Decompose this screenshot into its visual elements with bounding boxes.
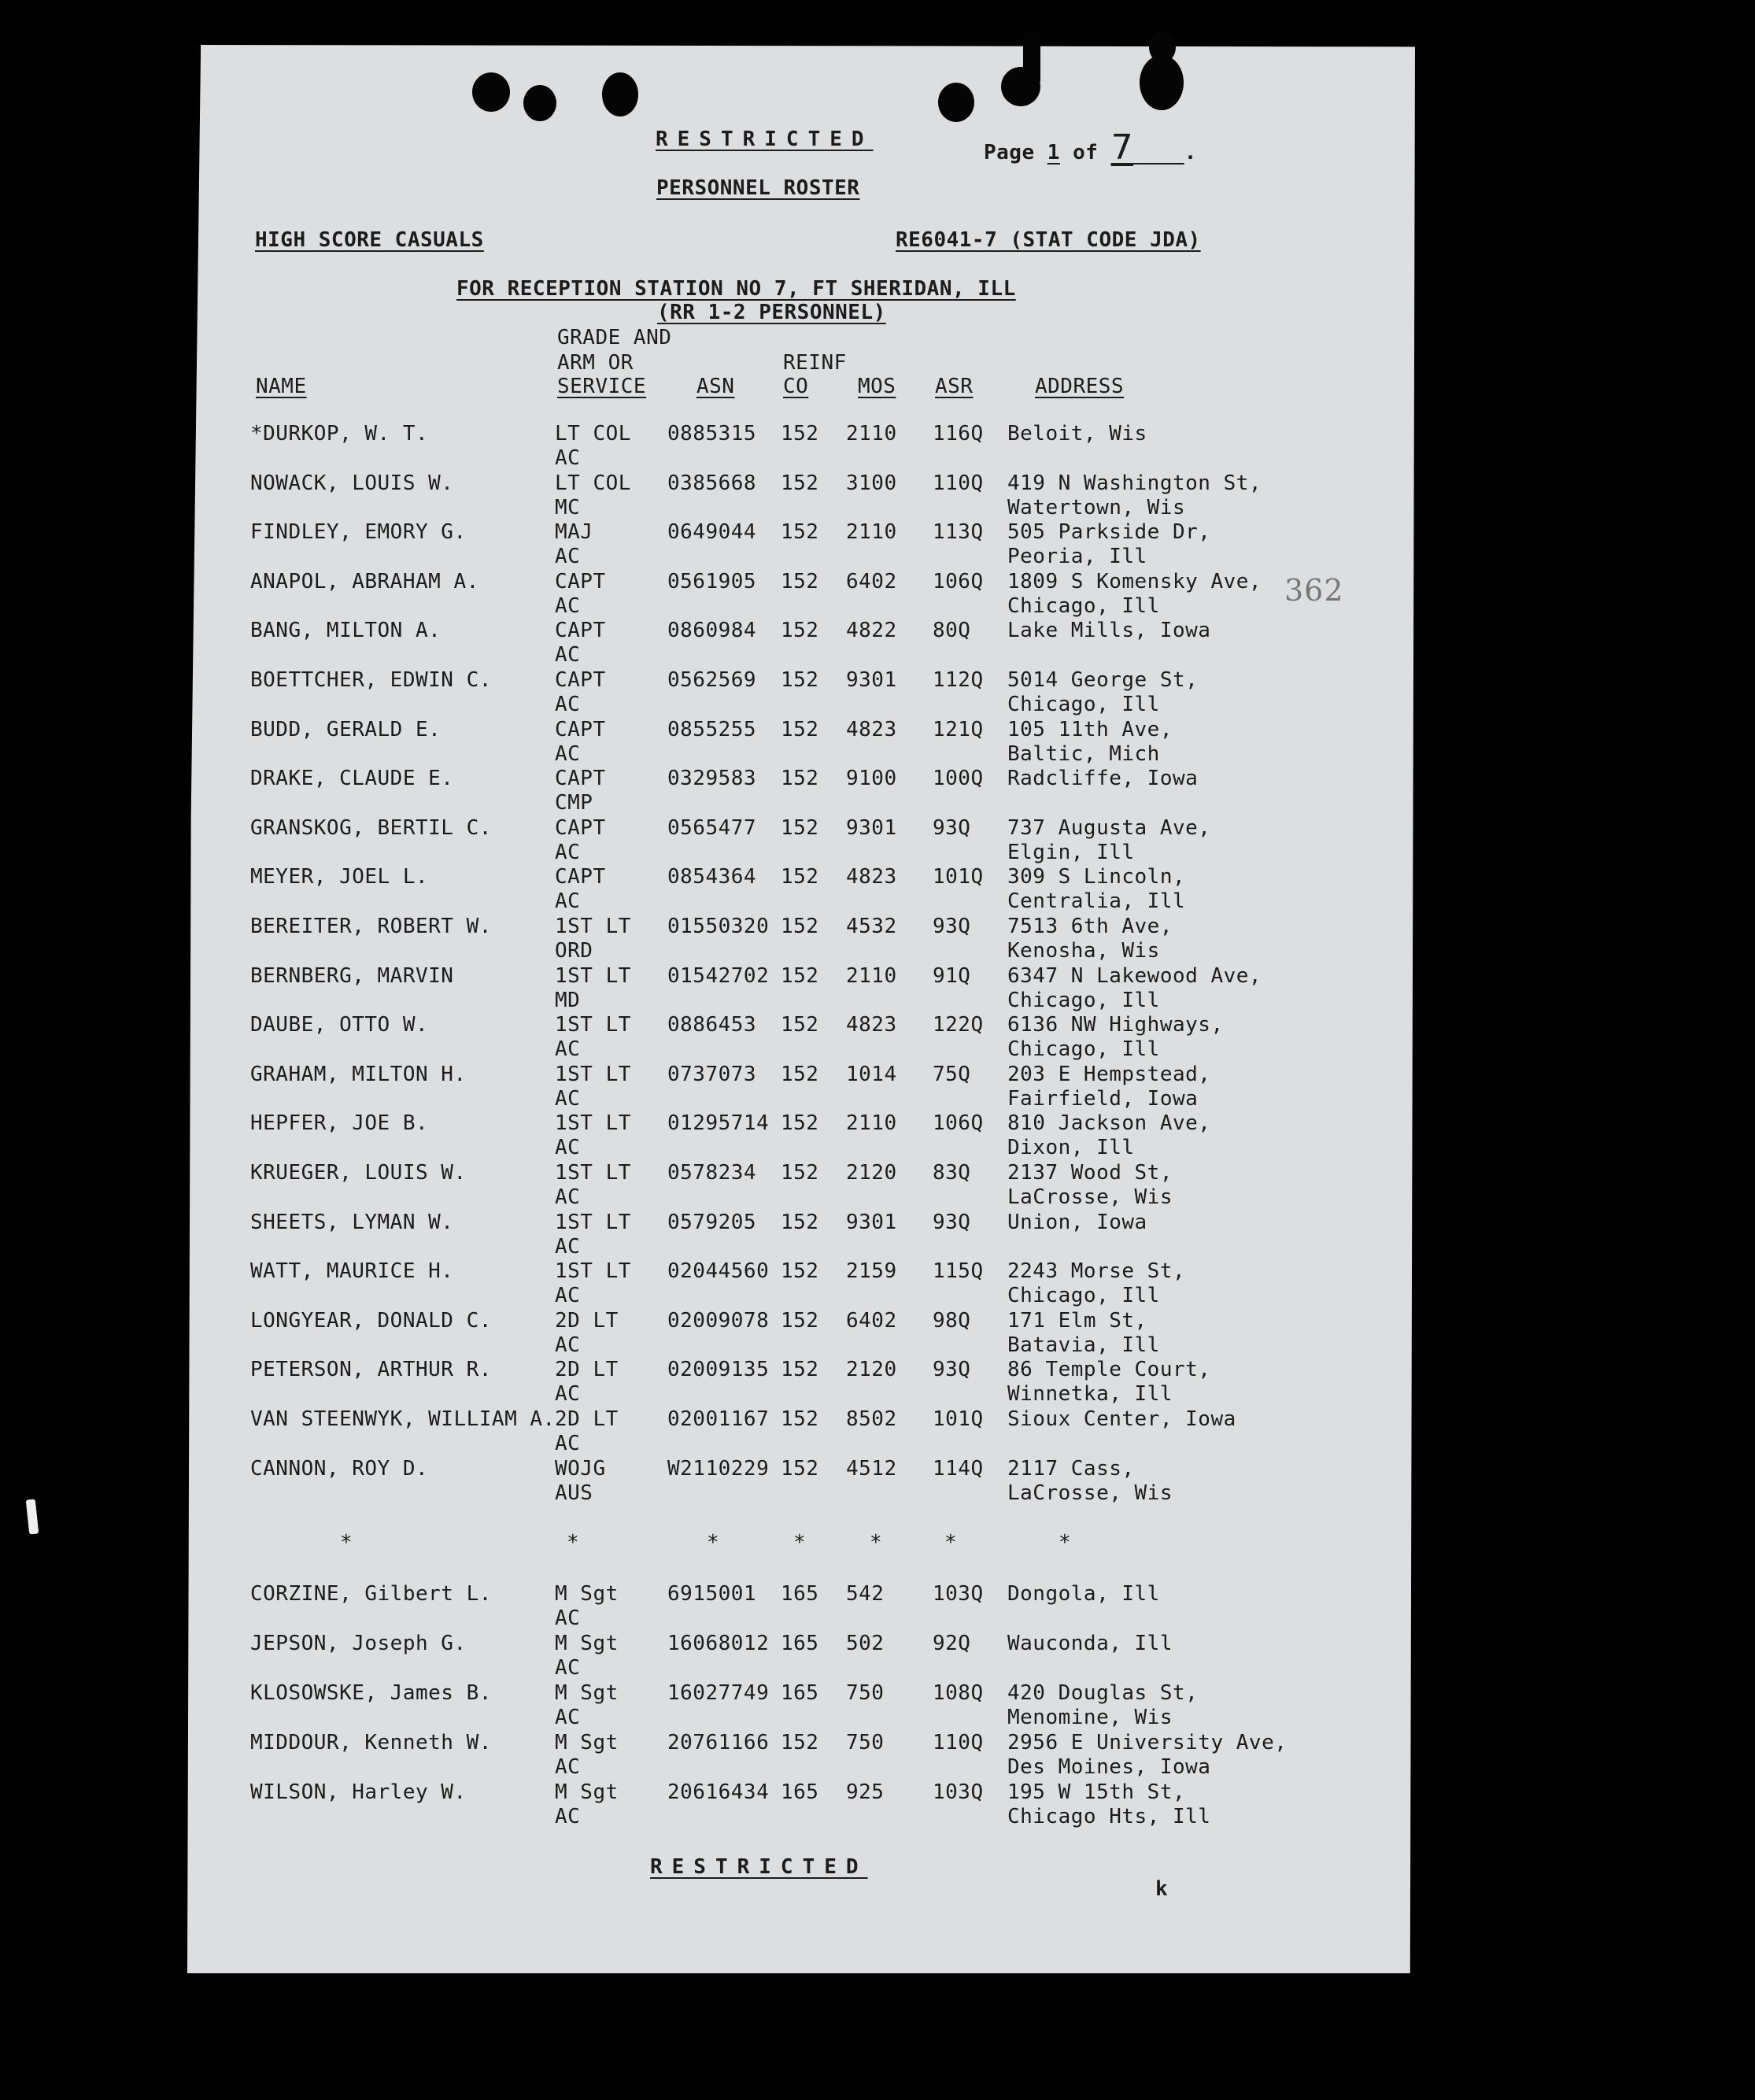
mos: 8502 bbox=[846, 1407, 897, 1431]
roster-row bbox=[0, 1731, 1755, 1780]
roster-row bbox=[0, 865, 1755, 914]
mos: 502 bbox=[846, 1632, 885, 1655]
punch-hole bbox=[1140, 55, 1184, 110]
asn: 0737073 bbox=[667, 1062, 757, 1086]
reception-station: FOR RECEPTION STATION NO 7, FT SHERIDAN, ILL bbox=[456, 277, 1016, 301]
punch-hole bbox=[602, 72, 638, 116]
grade: 2D LT bbox=[555, 1308, 619, 1333]
person-name: MIDDOUR, Kenneth W. bbox=[250, 1731, 492, 1754]
arm-or-service: AC bbox=[555, 1284, 581, 1308]
arm-or-service: AC bbox=[555, 693, 581, 716]
page-label: Page 1 of 7 . bbox=[984, 128, 1197, 168]
address-line1: 195 W 15th St, bbox=[1007, 1780, 1186, 1804]
grade: CAPT bbox=[555, 717, 606, 741]
address-line1: 86 Temple Court, bbox=[1007, 1358, 1211, 1382]
asn: 0565477 bbox=[667, 815, 757, 840]
grade: 1ST LT bbox=[555, 963, 631, 988]
grade: 1ST LT bbox=[555, 1210, 631, 1234]
address-line2: Fairfield, Iowa bbox=[1007, 1086, 1199, 1111]
roster-row bbox=[0, 816, 1755, 865]
address-line1: 2137 Wood St, bbox=[1007, 1161, 1173, 1185]
reinf-co: 152 bbox=[781, 915, 819, 938]
separator-asterisk: * bbox=[870, 1531, 883, 1555]
grade: CAPT bbox=[555, 668, 606, 692]
asn: 02044560 bbox=[667, 1259, 770, 1284]
roster-row bbox=[0, 1582, 1755, 1631]
asr: 122Q bbox=[933, 1013, 984, 1037]
person-name: GRANSKOG, BERTIL C. bbox=[250, 815, 492, 840]
asn: 0385668 bbox=[667, 471, 757, 495]
mos: 2110 bbox=[846, 1111, 897, 1136]
address-line1: 105 11th Ave, bbox=[1007, 717, 1173, 741]
arm-or-service: AC bbox=[555, 1382, 581, 1407]
arm-or-service: AC bbox=[555, 1606, 581, 1630]
address-line2: Peoria, Ill bbox=[1007, 545, 1147, 569]
address-line1: Sioux Center, Iowa bbox=[1007, 1407, 1236, 1431]
mos: 9100 bbox=[846, 767, 897, 791]
reinf-co: 152 bbox=[781, 1259, 819, 1284]
asn: 20761166 bbox=[667, 1731, 770, 1754]
address-line1: 737 Augusta Ave, bbox=[1007, 815, 1211, 840]
asr: 103Q bbox=[933, 1582, 984, 1606]
address-line1: 203 E Hempstead, bbox=[1007, 1062, 1211, 1086]
reinf-co: 152 bbox=[781, 815, 819, 840]
asr: 91Q bbox=[933, 963, 971, 988]
asn: 0561905 bbox=[667, 569, 757, 593]
asn: 0329583 bbox=[667, 767, 757, 791]
address-line1: 505 Parkside Dr, bbox=[1007, 520, 1211, 545]
asr: 112Q bbox=[933, 668, 984, 692]
arm-or-service: AC bbox=[555, 545, 581, 569]
col-co-line1: REINF bbox=[783, 351, 847, 375]
asn: 02001167 bbox=[667, 1407, 770, 1431]
address-line1: Wauconda, Ill bbox=[1007, 1632, 1173, 1655]
person-name: KLOSOWSKE, James B. bbox=[250, 1681, 492, 1705]
address-line2: LaCrosse, Wis bbox=[1007, 1481, 1173, 1505]
person-name: DRAKE, CLAUDE E. bbox=[250, 767, 454, 791]
address-line2: Batavia, Ill bbox=[1007, 1333, 1160, 1357]
arm-or-service: AC bbox=[555, 446, 581, 470]
asn: 0579205 bbox=[667, 1210, 757, 1234]
col-grade-line1: GRADE AND bbox=[557, 326, 672, 349]
person-name: LONGYEAR, DONALD C. bbox=[250, 1308, 492, 1333]
personnel-type: (RR 1-2 PERSONNEL) bbox=[657, 301, 886, 324]
mos: 542 bbox=[846, 1582, 885, 1606]
asr: 80Q bbox=[933, 619, 971, 643]
address-line1: 2117 Cass, bbox=[1007, 1456, 1135, 1481]
roster-row bbox=[0, 1358, 1755, 1407]
unit-name: HIGH SCORE CASUALS bbox=[255, 228, 484, 252]
reinf-co: 165 bbox=[781, 1681, 819, 1705]
roster-row bbox=[0, 471, 1755, 520]
col-grade-line3: SERVICE bbox=[557, 375, 647, 398]
reinf-co: 152 bbox=[781, 1308, 819, 1333]
mos: 9301 bbox=[846, 1210, 897, 1234]
punch-hole bbox=[523, 85, 556, 121]
asn: 0562569 bbox=[667, 668, 757, 692]
arm-or-service: AC bbox=[555, 1086, 581, 1111]
address-line1: Radcliffe, Iowa bbox=[1007, 767, 1199, 791]
arm-or-service: AC bbox=[555, 1432, 581, 1455]
mos: 9301 bbox=[846, 668, 897, 692]
arm-or-service: AC bbox=[555, 593, 581, 618]
roster-row bbox=[0, 1063, 1755, 1111]
reinf-co: 152 bbox=[781, 865, 819, 889]
person-name: BANG, MILTON A. bbox=[250, 619, 442, 643]
address-line2: Chicago, Ill bbox=[1007, 693, 1160, 716]
grade: LT COL bbox=[555, 471, 631, 495]
arm-or-service: AC bbox=[555, 1706, 581, 1729]
asn: W2110229 bbox=[667, 1456, 770, 1481]
roster-row bbox=[0, 1681, 1755, 1730]
col-name-header: NAME bbox=[256, 375, 307, 398]
asn: 0885315 bbox=[667, 422, 757, 446]
grade: M Sgt bbox=[555, 1582, 619, 1606]
punch-hole bbox=[1149, 31, 1176, 63]
roster-row bbox=[0, 1161, 1755, 1210]
address-line2: Menomine, Wis bbox=[1007, 1706, 1173, 1729]
mos: 3100 bbox=[846, 471, 897, 495]
address-line1: Lake Mills, Iowa bbox=[1007, 619, 1211, 643]
person-name: BEREITER, ROBERT W. bbox=[250, 915, 492, 938]
reinf-co: 152 bbox=[781, 1731, 819, 1754]
person-name: WATT, MAURICE H. bbox=[250, 1259, 454, 1284]
grade: 2D LT bbox=[555, 1358, 619, 1382]
asr: 101Q bbox=[933, 1407, 984, 1431]
person-name: CANNON, ROY D. bbox=[250, 1456, 429, 1481]
arm-or-service: AC bbox=[555, 1755, 581, 1779]
grade: 1ST LT bbox=[555, 1013, 631, 1037]
roster-row bbox=[0, 1457, 1755, 1506]
asr: 110Q bbox=[933, 1731, 984, 1754]
grade: M Sgt bbox=[555, 1681, 619, 1705]
arm-or-service: AC bbox=[555, 1037, 581, 1062]
stamped-number: 362 bbox=[1284, 573, 1344, 608]
reinf-co: 152 bbox=[781, 717, 819, 741]
mos: 4823 bbox=[846, 1013, 897, 1037]
separator-asterisk: * bbox=[707, 1531, 720, 1555]
asn: 01550320 bbox=[667, 915, 770, 938]
person-name: WILSON, Harley W. bbox=[250, 1780, 467, 1804]
arm-or-service: AC bbox=[555, 1805, 581, 1828]
punch-hole bbox=[938, 83, 974, 122]
arm-or-service: AC bbox=[555, 1234, 581, 1259]
roster-row bbox=[0, 1407, 1755, 1456]
address-line1: 810 Jackson Ave, bbox=[1007, 1111, 1211, 1136]
address-line2: Winnetka, Ill bbox=[1007, 1382, 1173, 1407]
grade: 1ST LT bbox=[555, 1259, 631, 1284]
reinf-co: 152 bbox=[781, 1210, 819, 1234]
mos: 9301 bbox=[846, 815, 897, 840]
col-mos-header: MOS bbox=[858, 375, 896, 398]
roster-row bbox=[0, 1259, 1755, 1308]
grade: 1ST LT bbox=[555, 1062, 631, 1086]
address-line2: Centralia, Ill bbox=[1007, 889, 1186, 914]
roster-title: PERSONNEL ROSTER bbox=[656, 176, 860, 200]
address-line1: 2956 E University Ave, bbox=[1007, 1731, 1288, 1754]
person-name: JEPSON, Joseph G. bbox=[250, 1632, 467, 1655]
asr: 115Q bbox=[933, 1259, 984, 1284]
reinf-co: 152 bbox=[781, 1161, 819, 1185]
grade: LT COL bbox=[555, 422, 631, 446]
address-line1: 419 N Washington St, bbox=[1007, 471, 1262, 495]
arm-or-service: MD bbox=[555, 988, 581, 1012]
arm-or-service: ORD bbox=[555, 939, 593, 963]
reinf-co: 152 bbox=[781, 1013, 819, 1037]
reinf-co: 152 bbox=[781, 422, 819, 446]
restricted-bottom: RESTRICTED bbox=[650, 1855, 868, 1879]
person-name: BUDD, GERALD E. bbox=[250, 717, 442, 741]
person-name: DAUBE, OTTO W. bbox=[250, 1013, 429, 1037]
reinf-co: 152 bbox=[781, 963, 819, 988]
address-line2: LaCrosse, Wis bbox=[1007, 1185, 1173, 1209]
asr: 121Q bbox=[933, 717, 984, 741]
mos: 1014 bbox=[846, 1062, 897, 1086]
roster-row bbox=[0, 767, 1755, 815]
roster-row bbox=[0, 520, 1755, 569]
address-line2: Watertown, Wis bbox=[1007, 495, 1186, 519]
reinf-co: 152 bbox=[781, 1456, 819, 1481]
asn: 0886453 bbox=[667, 1013, 757, 1037]
person-name: FINDLEY, EMORY G. bbox=[250, 520, 467, 545]
mos: 4823 bbox=[846, 717, 897, 741]
roster-row bbox=[0, 964, 1755, 1013]
asn: 0854364 bbox=[667, 865, 757, 889]
grade: M Sgt bbox=[555, 1731, 619, 1754]
roster-row bbox=[0, 619, 1755, 667]
address-line1: 2243 Morse St, bbox=[1007, 1259, 1186, 1284]
reinf-co: 152 bbox=[781, 767, 819, 791]
arm-or-service: MC bbox=[555, 495, 581, 519]
roster-row bbox=[0, 422, 1755, 471]
grade: WOJG bbox=[555, 1456, 606, 1481]
roster-row bbox=[0, 1211, 1755, 1259]
address-line2: Chicago, Ill bbox=[1007, 988, 1160, 1012]
grade: CAPT bbox=[555, 815, 606, 840]
address-line1: 6347 N Lakewood Ave, bbox=[1007, 963, 1262, 988]
arm-or-service: AC bbox=[555, 643, 581, 667]
mos: 2110 bbox=[846, 520, 897, 545]
mos: 4823 bbox=[846, 865, 897, 889]
asn: 0855255 bbox=[667, 717, 757, 741]
grade: 1ST LT bbox=[555, 1111, 631, 1136]
asr: 100Q bbox=[933, 767, 984, 791]
roster-row bbox=[0, 718, 1755, 767]
person-name: ANAPOL, ABRAHAM A. bbox=[250, 569, 479, 593]
mos: 2110 bbox=[846, 963, 897, 988]
reinf-co: 152 bbox=[781, 668, 819, 692]
mos: 925 bbox=[846, 1780, 885, 1804]
asr: 106Q bbox=[933, 569, 984, 593]
reinf-co: 165 bbox=[781, 1632, 819, 1655]
handwritten-initial: k bbox=[1155, 1877, 1169, 1901]
arm-or-service: AC bbox=[555, 1656, 581, 1680]
mos: 750 bbox=[846, 1731, 885, 1754]
asr: 93Q bbox=[933, 1358, 971, 1382]
roster-row bbox=[0, 915, 1755, 963]
arm-or-service: CMP bbox=[555, 791, 593, 815]
mos: 2110 bbox=[846, 422, 897, 446]
asr: 114Q bbox=[933, 1456, 984, 1481]
address-line1: 309 S Lincoln, bbox=[1007, 865, 1186, 889]
address-line2: Baltic, Mich bbox=[1007, 741, 1160, 766]
asn: 16027749 bbox=[667, 1681, 770, 1705]
roster-row bbox=[0, 1309, 1755, 1358]
grade: MAJ bbox=[555, 520, 593, 545]
grade: CAPT bbox=[555, 767, 606, 791]
asr: 93Q bbox=[933, 1210, 971, 1234]
person-name: BOETTCHER, EDWIN C. bbox=[250, 668, 492, 692]
asr: 108Q bbox=[933, 1681, 984, 1705]
col-co-line2: CO bbox=[783, 375, 809, 398]
col-address-header: ADDRESS bbox=[1035, 375, 1125, 398]
person-name: CORZINE, Gilbert L. bbox=[250, 1582, 492, 1606]
address-line1: Dongola, Ill bbox=[1007, 1582, 1160, 1606]
asr: 75Q bbox=[933, 1062, 971, 1086]
mos: 2120 bbox=[846, 1161, 897, 1185]
roster-row bbox=[0, 1013, 1755, 1062]
reinf-co: 152 bbox=[781, 619, 819, 643]
reinf-co: 152 bbox=[781, 520, 819, 545]
asn: 6915001 bbox=[667, 1582, 757, 1606]
person-name: HEPFER, JOE B. bbox=[250, 1111, 429, 1136]
address-line2: Des Moines, Iowa bbox=[1007, 1755, 1211, 1779]
arm-or-service: AC bbox=[555, 840, 581, 864]
person-name: GRAHAM, MILTON H. bbox=[250, 1062, 467, 1086]
person-name: PETERSON, ARTHUR R. bbox=[250, 1358, 492, 1382]
separator-asterisk: * bbox=[567, 1531, 580, 1555]
arm-or-service: AC bbox=[555, 741, 581, 766]
grade: 1ST LT bbox=[555, 915, 631, 938]
stat-code: RE6041-7 (STAT CODE JDA) bbox=[896, 228, 1201, 252]
roster-row bbox=[0, 570, 1755, 619]
address-line1: 7513 6th Ave, bbox=[1007, 915, 1173, 938]
arm-or-service: AC bbox=[555, 889, 581, 914]
person-name: SHEETS, LYMAN W. bbox=[250, 1210, 454, 1234]
asr: 116Q bbox=[933, 422, 984, 446]
separator-asterisk: * bbox=[793, 1531, 807, 1555]
person-name: NOWACK, LOUIS W. bbox=[250, 471, 454, 495]
mos: 2159 bbox=[846, 1259, 897, 1284]
address-line1: 1809 S Komensky Ave, bbox=[1007, 569, 1262, 593]
address-line1: Union, Iowa bbox=[1007, 1210, 1147, 1234]
arm-or-service: AC bbox=[555, 1136, 581, 1160]
address-line2: Chicago, Ill bbox=[1007, 1284, 1160, 1308]
asr: 106Q bbox=[933, 1111, 984, 1136]
asr: 98Q bbox=[933, 1308, 971, 1333]
reinf-co: 152 bbox=[781, 1111, 819, 1136]
col-grade-line2: ARM OR bbox=[557, 351, 634, 375]
asr: 93Q bbox=[933, 915, 971, 938]
asn: 01295714 bbox=[667, 1111, 770, 1136]
roster-row bbox=[0, 1632, 1755, 1680]
address-line1: 171 Elm St, bbox=[1007, 1308, 1147, 1333]
mos: 4822 bbox=[846, 619, 897, 643]
reinf-co: 152 bbox=[781, 471, 819, 495]
asn: 20616434 bbox=[667, 1780, 770, 1804]
roster-row bbox=[0, 1780, 1755, 1829]
mos: 750 bbox=[846, 1681, 885, 1705]
asr: 113Q bbox=[933, 520, 984, 545]
grade: CAPT bbox=[555, 619, 606, 643]
mos: 4512 bbox=[846, 1456, 897, 1481]
grade: M Sgt bbox=[555, 1780, 619, 1804]
address-line2: Elgin, Ill bbox=[1007, 840, 1135, 864]
arm-or-service: AC bbox=[555, 1333, 581, 1357]
asn: 01542702 bbox=[667, 963, 770, 988]
reinf-co: 152 bbox=[781, 1062, 819, 1086]
asr: 103Q bbox=[933, 1780, 984, 1804]
col-asn-header: ASN bbox=[696, 375, 735, 398]
punch-hole bbox=[1023, 31, 1040, 87]
asr: 101Q bbox=[933, 865, 984, 889]
asr: 110Q bbox=[933, 471, 984, 495]
mos: 6402 bbox=[846, 569, 897, 593]
separator-asterisk: * bbox=[944, 1531, 958, 1555]
mos: 4532 bbox=[846, 915, 897, 938]
col-asr-header: ASR bbox=[935, 375, 974, 398]
arm-or-service: AC bbox=[555, 1185, 581, 1209]
person-name: MEYER, JOEL L. bbox=[250, 865, 429, 889]
person-name: *DURKOP, W. T. bbox=[250, 422, 429, 446]
grade: 1ST LT bbox=[555, 1161, 631, 1185]
mos: 2120 bbox=[846, 1358, 897, 1382]
separator-asterisk: * bbox=[1059, 1531, 1072, 1555]
reinf-co: 165 bbox=[781, 1582, 819, 1606]
reinf-co: 165 bbox=[781, 1780, 819, 1804]
reinf-co: 152 bbox=[781, 1358, 819, 1382]
punch-hole bbox=[472, 72, 510, 112]
asn: 0649044 bbox=[667, 520, 757, 545]
asn: 02009135 bbox=[667, 1358, 770, 1382]
address-line2: Chicago, Ill bbox=[1007, 593, 1160, 618]
address-line1: Beloit, Wis bbox=[1007, 422, 1147, 446]
person-name: KRUEGER, LOUIS W. bbox=[250, 1161, 467, 1185]
roster-row bbox=[0, 668, 1755, 717]
address-line2: Chicago Hts, Ill bbox=[1007, 1805, 1211, 1828]
address-line2: Chicago, Ill bbox=[1007, 1037, 1160, 1062]
asr: 83Q bbox=[933, 1161, 971, 1185]
mos: 6402 bbox=[846, 1308, 897, 1333]
address-line1: 5014 George St, bbox=[1007, 668, 1199, 692]
asn: 0860984 bbox=[667, 619, 757, 643]
asn: 0578234 bbox=[667, 1161, 757, 1185]
arm-or-service: AUS bbox=[555, 1481, 593, 1505]
person-name: VAN STEENWYK, WILLIAM A. bbox=[250, 1407, 556, 1431]
address-line2: Dixon, Ill bbox=[1007, 1136, 1135, 1160]
grade: 2D LT bbox=[555, 1407, 619, 1431]
address-line2: Kenosha, Wis bbox=[1007, 939, 1160, 963]
person-name: BERNBERG, MARVIN bbox=[250, 963, 454, 988]
asr: 92Q bbox=[933, 1632, 971, 1655]
roster-row bbox=[0, 1111, 1755, 1160]
address-line1: 6136 NW Highways, bbox=[1007, 1013, 1224, 1037]
asr: 93Q bbox=[933, 815, 971, 840]
reinf-co: 152 bbox=[781, 1407, 819, 1431]
asn: 16068012 bbox=[667, 1632, 770, 1655]
grade: M Sgt bbox=[555, 1632, 619, 1655]
restricted-top: RESTRICTED bbox=[656, 128, 874, 151]
asn: 02009078 bbox=[667, 1308, 770, 1333]
address-line1: 420 Douglas St, bbox=[1007, 1681, 1199, 1705]
grade: CAPT bbox=[555, 569, 606, 593]
separator-asterisk: * bbox=[340, 1531, 353, 1555]
grade: CAPT bbox=[555, 865, 606, 889]
reinf-co: 152 bbox=[781, 569, 819, 593]
